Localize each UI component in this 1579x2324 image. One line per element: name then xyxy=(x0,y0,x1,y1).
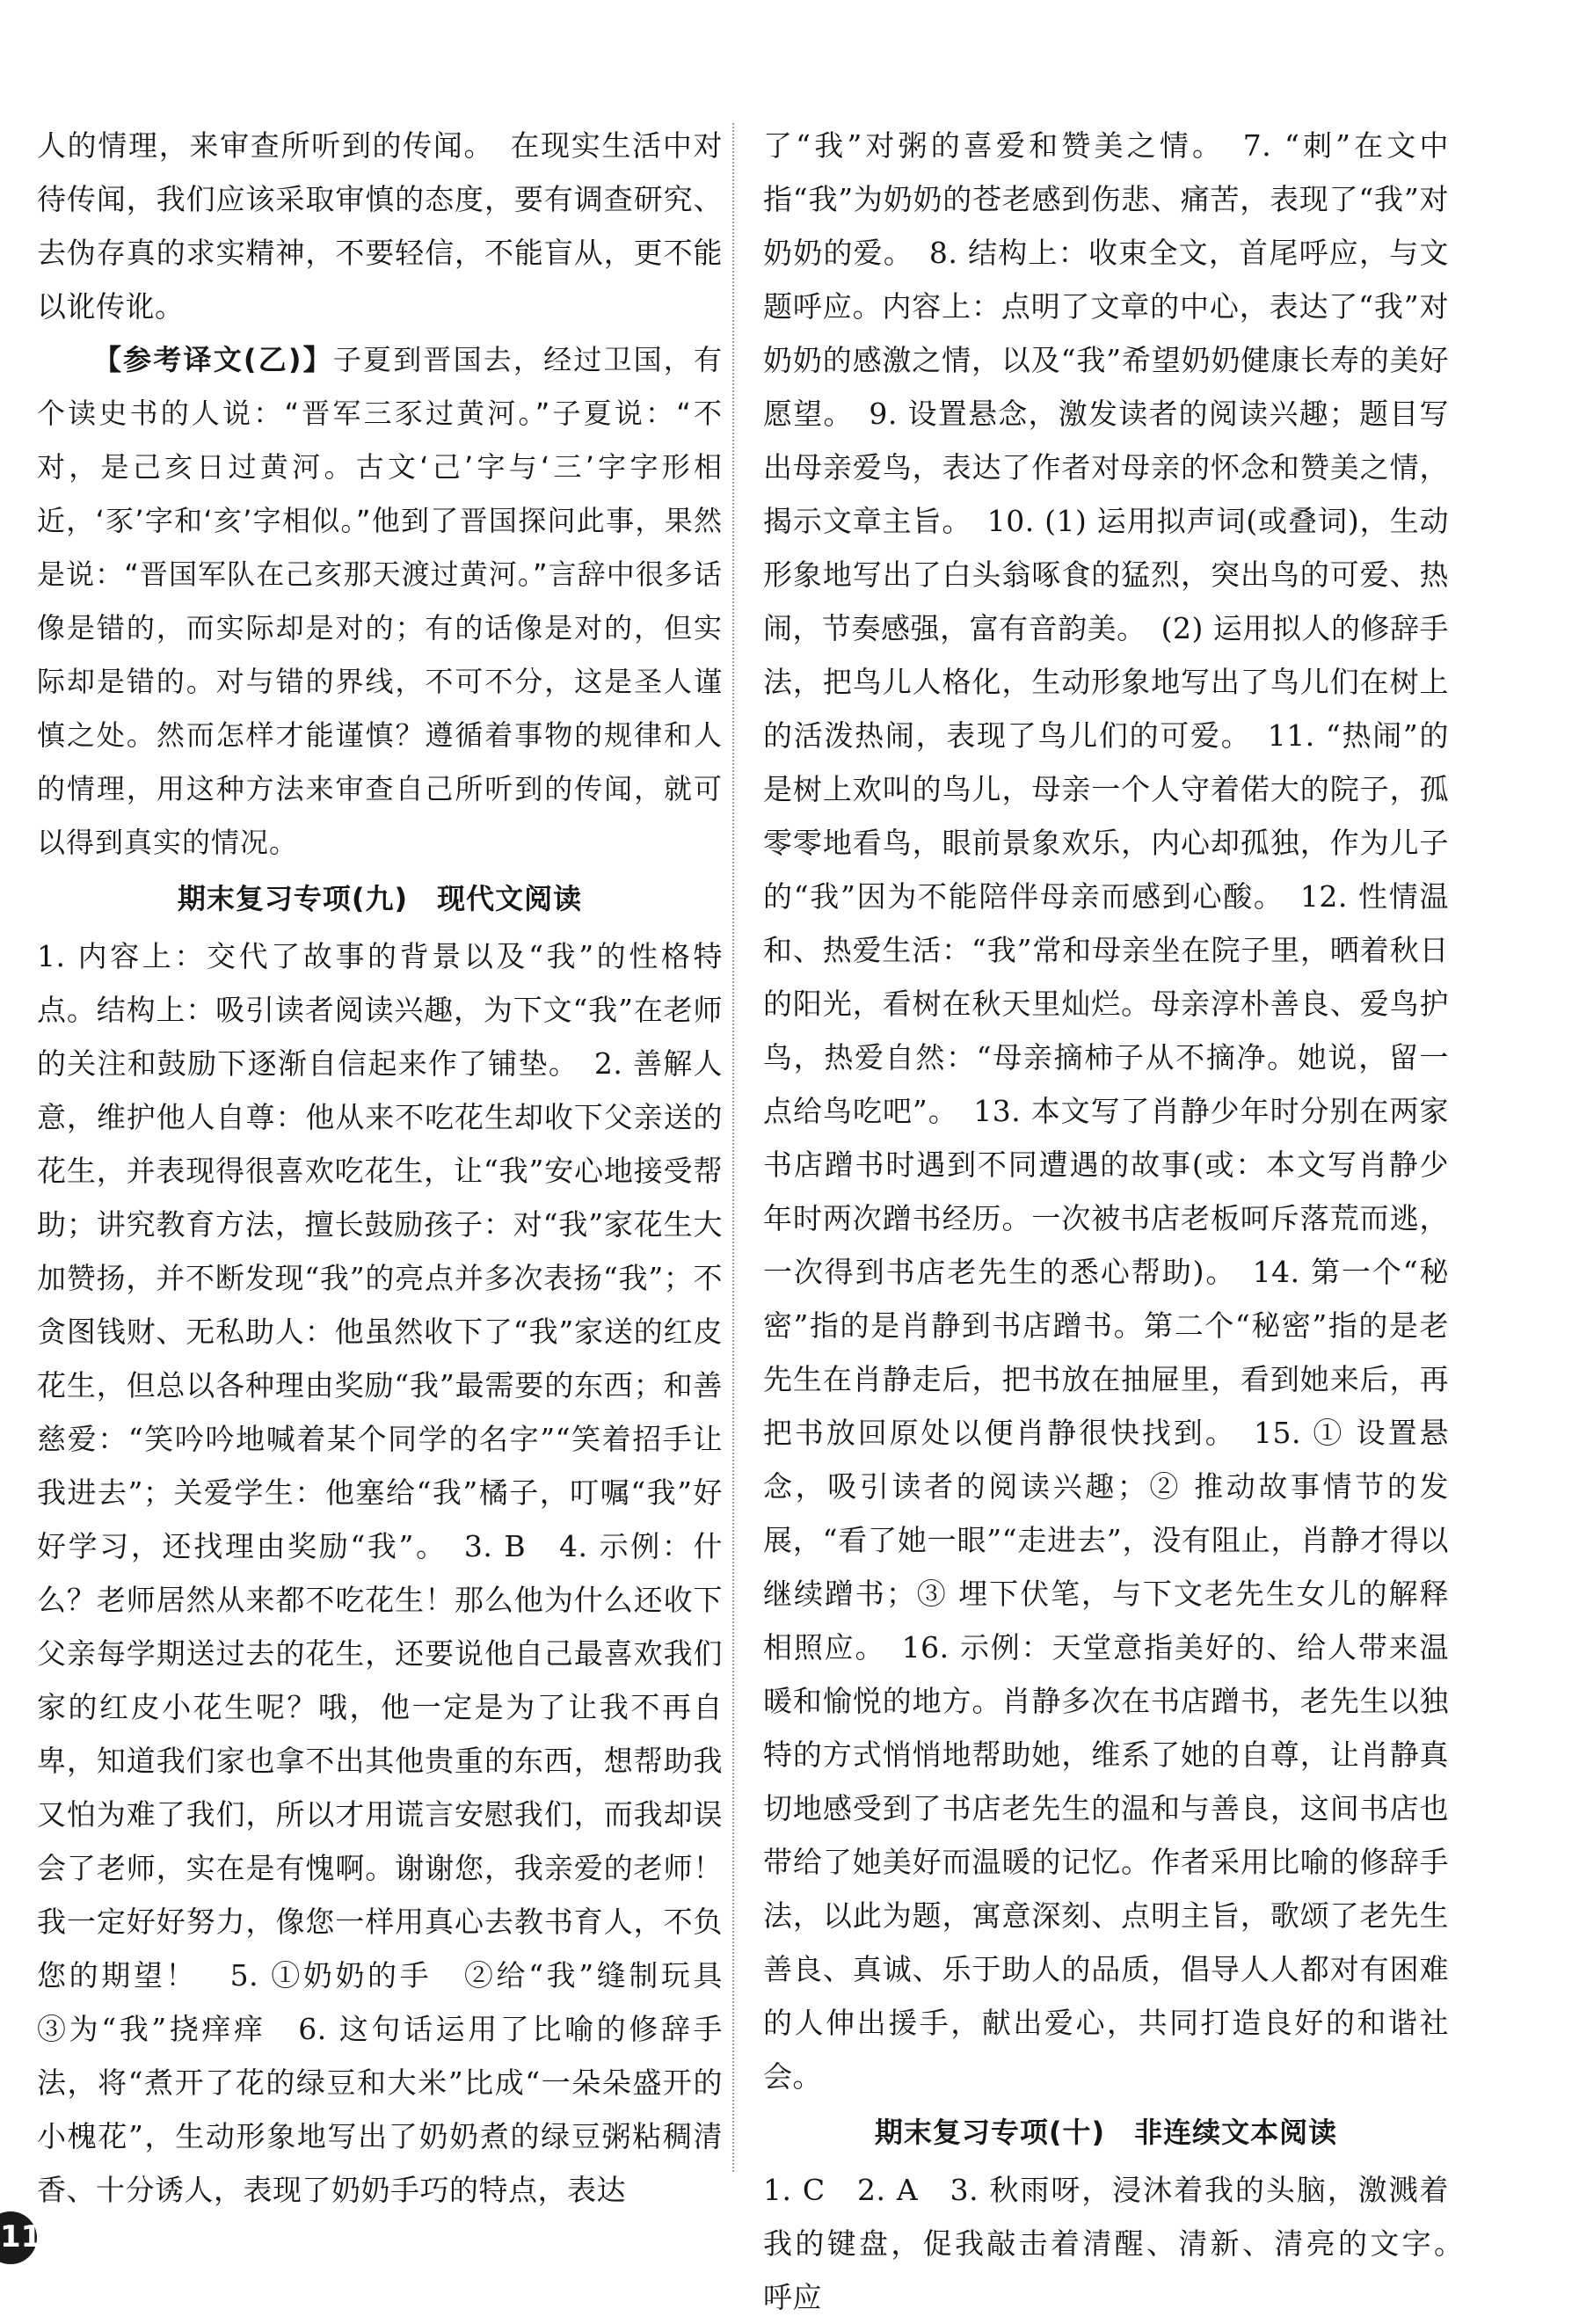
section-title-9: 期末复习专项(九) 现代文阅读 xyxy=(177,882,583,915)
answers-section-10: 1. C 2. A 3. 秋雨呀，浸沐着我的头脑，激溅着我的键盘，促我敲击着清醒、清新、清亮的文字。 呼应 xyxy=(763,2173,1479,2314)
answers-section-9-continued: 了“我”对粥的喜爱和赞美之情。 7. “刺”在文中指“我”为奶奶的苍老感到伤悲、痛苦，表现了“我”对奶奶的爱。 8. 结构上：收束全文，首尾呼应，与文题呼应。内容上：点明了文章的中心，表达了“我”对奶奶的感激之情，以及“我”希望奶奶健康长寿的美好愿望。 9. 设置悬念，激发读者的阅读兴趣；题目写出母亲爱鸟，表达了作者对母亲的怀念和赞美之情，揭示文章主旨。 10. (1) 运用拟声词(或叠词)，生动形象地写出了白头翁啄食的猛烈，突出鸟的可爱、热闹，节奏感强，富有音韵美。 (2) 运用拟人的修辞手法，把鸟儿人格化，生动形象地写出了鸟儿们在树上的活泼热闹，表现了鸟儿们的可爱。 11. “热闹”的是树上欢叫的鸟儿，母亲一个人守着偌大的院子，孤零零地看鸟，眼前景象欢乐，内心却孤独，作为儿子的“我”因为不能陪伴母亲而感到心酸。 12. 性情温和、热爱生活：“我”常和母亲坐在院子里，晒着秋日的阳光，看树在秋天里灿烂。母亲淳朴善良、爱鸟护鸟，热爱自然：“母亲摘柿子从不摘净。她说，留一点给鸟吃吧”。 13. 本文写了肖静少年时分别在两家书店蹭书时遇到不同遭遇的故事(或：本文写肖静少年时两次蹭书经历。一次被书店老板呵斥落荒而逃，一次得到书店老先生的悉心帮助)。 14. 第一个“秘密”指的是肖静到书店蹭书。第二个“秘密”指的是老先生在肖静走后，把书放在抽屉里，看到她来后，再把书放回原处以便肖静很快找到。 15. ① 设置悬念，吸引读者的阅读兴趣；② 推动故事情节的发展，“看了她一眼”“走进去”，没有阻止，肖静才得以继续蹭书；③ 埋下伏笔，与下文老先生女儿的解释相照应。 16. 示例：天堂意指美好的、给人带来温暖和愉悦的地方。肖静多次在书店蹭书，老先生以独特的方式悄悄地帮助她，维系了她的自尊，让肖静真切地感受到了书店老先生的温和与善良，这间书店也带给了她美好而温暖的记忆。作者采用比喻的修辞手法，以此为题，寓意深刻、点明主旨，歌颂了老先生善良、真诚、乐于助人的品质，倡导人人都对有困难的人伸出援手，献出爱心，共同打造良好的和谐社会。 xyxy=(763,128,1449,2094)
left-paragraph-1: 人的情理，来审查所听到的传闻。 在现实生活中对待传闻，我们应该采取审慎的态度，要有调查研究、去伪存真的求实精神，不要轻信，不能盲从，更不能以讹传讹。 xyxy=(37,128,723,324)
translation-label: 【参考译文(乙)】 xyxy=(93,343,333,376)
section-title-10: 期末复习专项(十) 非连续文本阅读 xyxy=(874,2116,1338,2149)
column-divider xyxy=(732,123,734,2172)
page-number: 116 xyxy=(0,2219,62,2255)
reference-translation xyxy=(37,333,723,870)
left-column xyxy=(37,119,753,2217)
right-column xyxy=(763,119,1479,2324)
translation-text: 子夏到晋国去，经过卫国，有个读史书的人说：“晋军三豕过黄河。”子夏说：“不对，是己亥日过黄河。古文‘己’字与‘三’字字形相近，‘豕’字和‘亥’字相似。”他到了晋国探问此事，果然是说：“晋国军队在己亥那天渡过黄河。”言辞中很多话像是错的，而实际却是对的；有的话像是对的，但实际却是错的。对与错的界线，不可不分，这是圣人谨慎之处。然而怎样才能谨慎？遵循着事物的规律和人的情理，用这种方法来审查自己所听到的传闻，就可以得到真实的情况。 xyxy=(37,343,723,859)
answers-section-9: 1. 内容上：交代了故事的背景以及“我”的性格特点。结构上：吸引读者阅读兴趣，为下文“我”在老师的关注和鼓励下逐渐自信起来作了铺垫。 2. 善解人意，维护他人自尊：他从来不吃花生却收下父亲送的花生，并表现得很喜欢吃花生，让“我”安心地接受帮助；讲究教育方法，擅长鼓励孩子：对“我”家花生大加赞扬，并不断发现“我”的亮点并多次表扬“我”；不贪图钱财、无私助人：他虽然收下了“我”家送的红皮花生，但总以各种理由奖励“我”最需要的东西；和善慈爱：“笑吟吟地喊着某个同学的名字”“笑着招手让我进去”；关爱学生：他塞给“我”橘子，叮嘱“我”好好学习，还找理由奖励“我”。 3. B 4. 示例：什么？老师居然从来都不吃花生！那么他为什么还收下父亲每学期送过去的花生，还要说他自己最喜欢我们家的红皮小花生呢？哦，他一定是为了让我不再自卑，知道我们家也拿不出其他贵重的东西，想帮助我又怕为难了我们，所以才用谎言安慰我们，而我却误会了老师，实在是有愧啊。谢谢您，我亲爱的老师！我一定好好努力，像您一样用真心去教书育人，不负您的期望！ 5. ①奶奶的手 ②给“我”缝制玩具 ③为“我”挠痒痒 6. 这句话运用了比喻的修辞手法，将“煮开了花的绿豆和大米”比成“一朵朵盛开的小槐花”，生动形象地写出了奶奶煮的绿豆粥粘稠清香、十分诱人，表现了奶奶手巧的特点，表达 xyxy=(37,939,753,2207)
